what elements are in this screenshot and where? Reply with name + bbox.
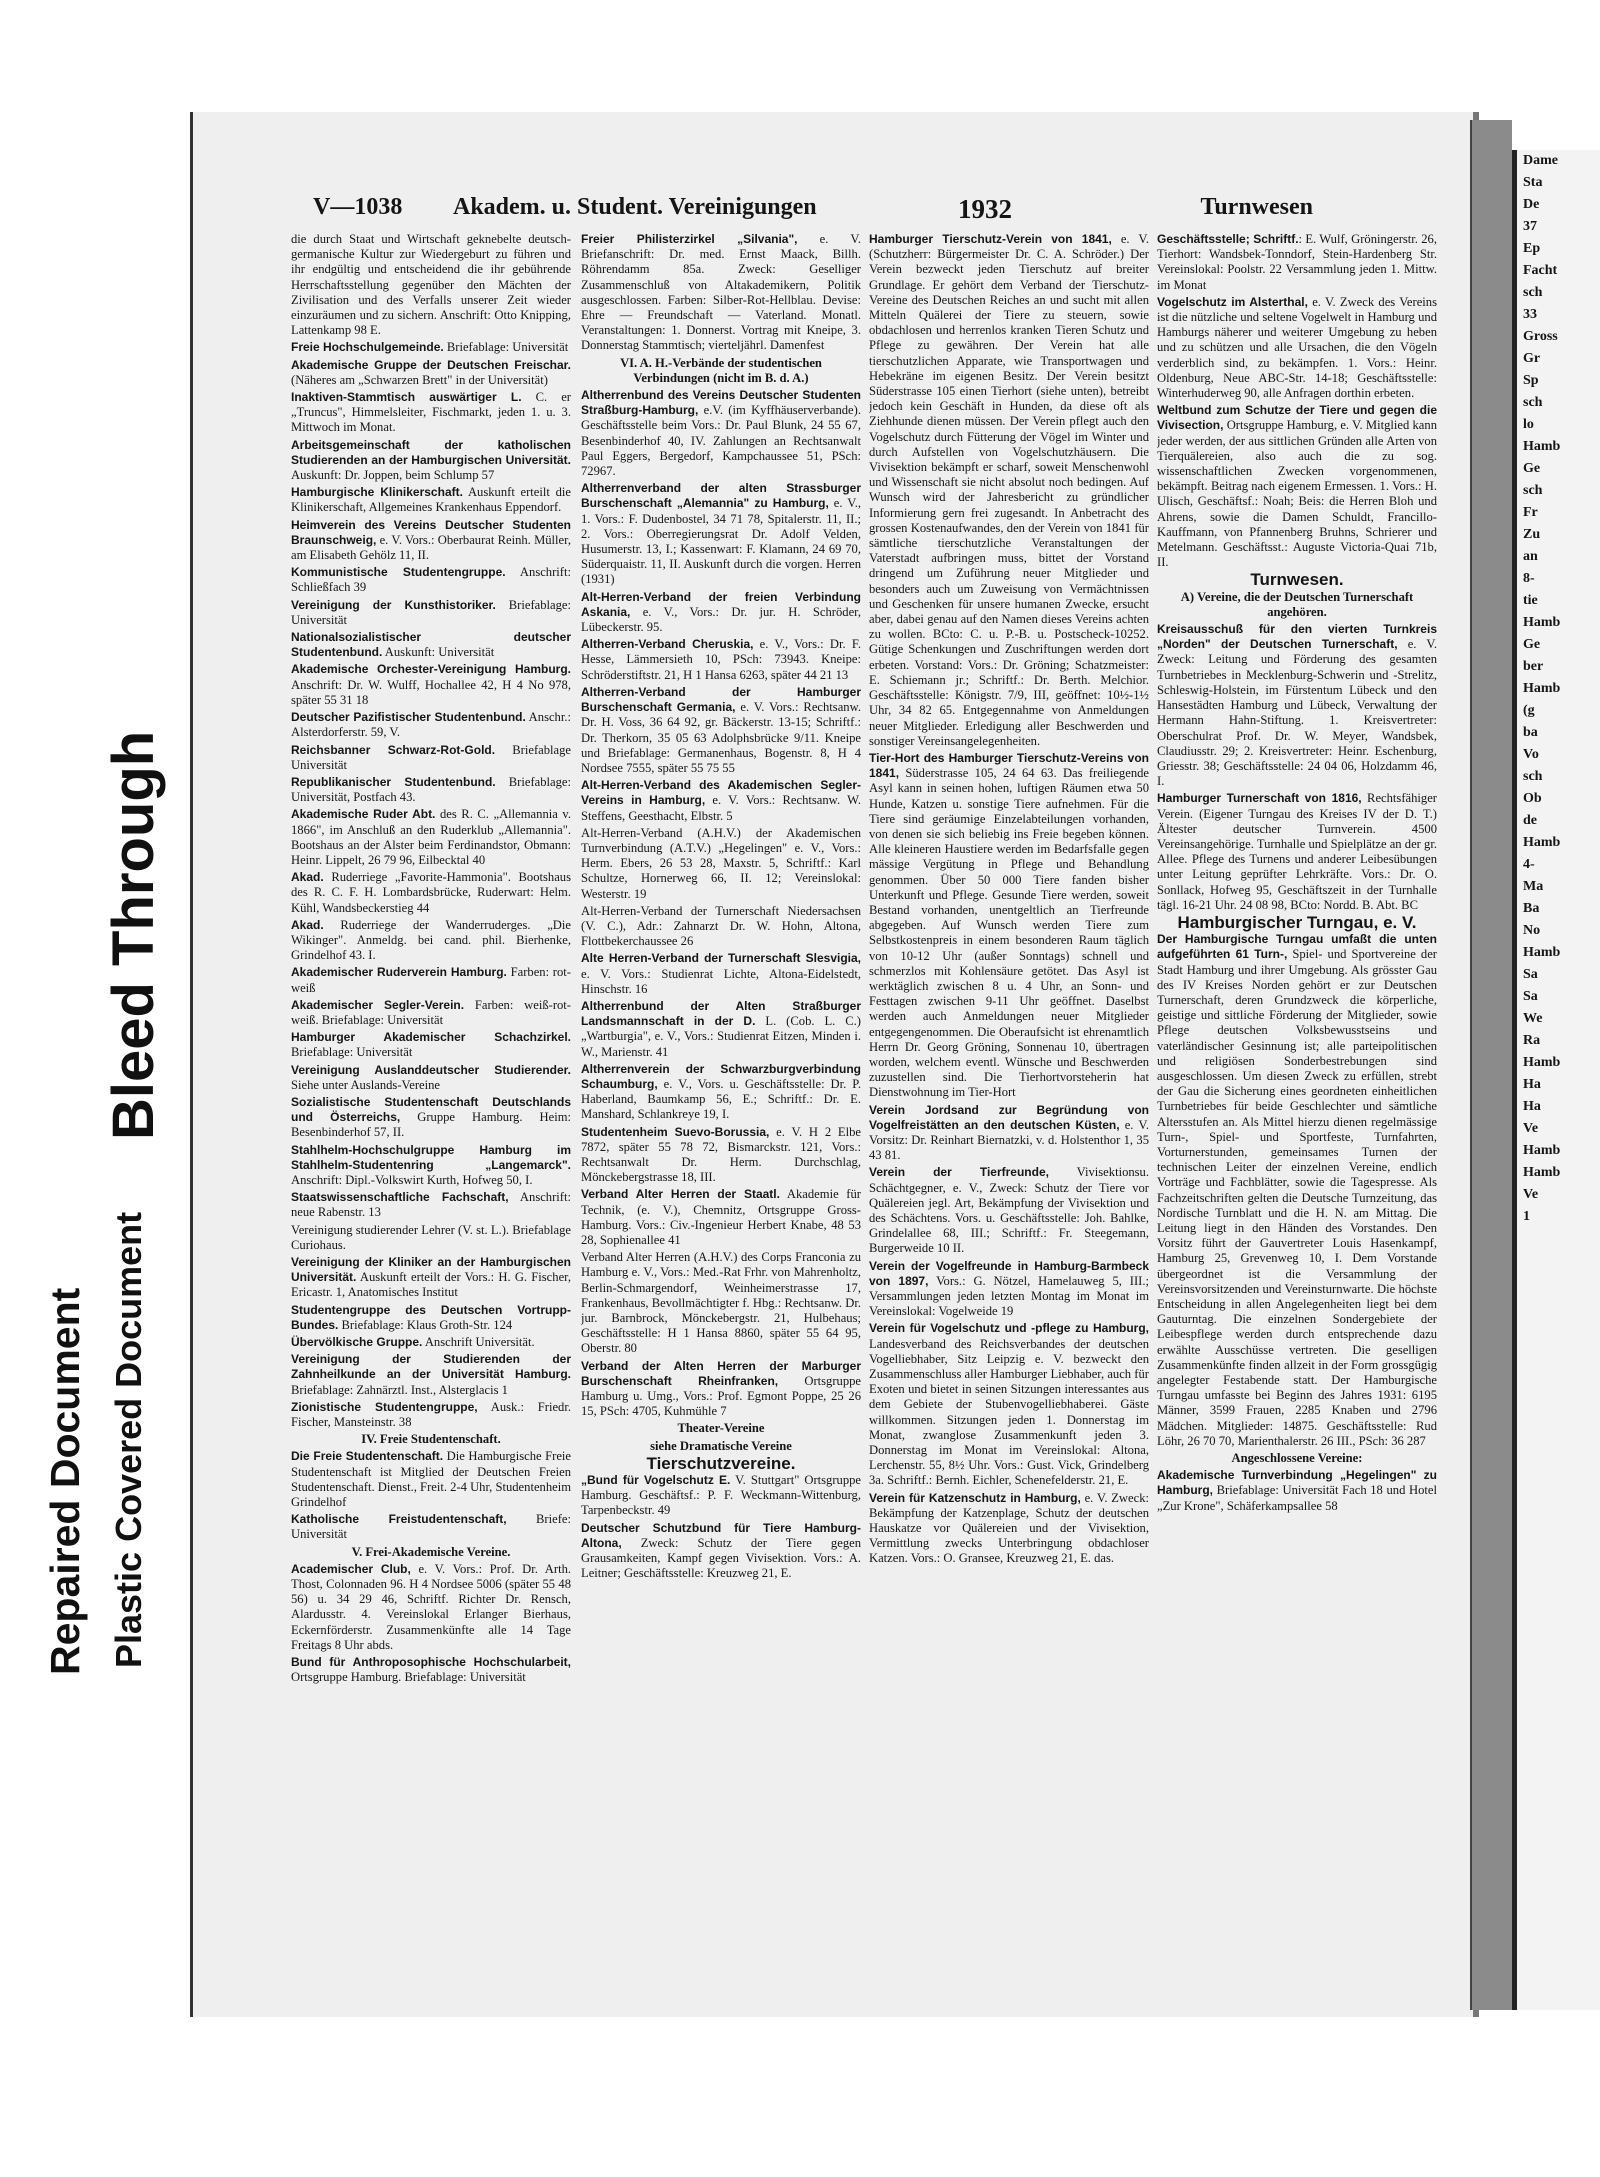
strip-fragment: Dame bbox=[1523, 153, 1558, 168]
col3-entry: Hamburger Tierschutz-Verein von 1841, e. V. (Schutzherr: Bürgermeister Dr. C. A. Schröder.) Der Verein bezweckt jeden Tierschutz auf breiter Grundlage. Er gehört dem Verband der Tierschutz-Vereine des Deutschen Reiches an und sucht mit allen Mitteln Quälerei der Tiere zu steuern, sowie obdachlosen und herrenlos kranken Tieren Schutz und Pflege zu gewähren. Der Verein hat alle tierschutzlichen Apparate, wie Transportwagen und Hebekräne im eigenen Besitz. Der Verein besitzt Süderstrasse 105 einen Tierhort (siehe unten), betreibt jedoch kein Geschäft in Hunden, da diese oft als Ziehhunde dienen müssen. Der Verein pflegt auch den Vogelschutz durch Fütterung der Vögel im Winter und durch Aufstellen von Vogelschutzhäusern. Die Vivisektion bekämpft er scharf, soweit Menschenwohl und Wissenschaft sie nicht absolut noch bedingen. Auf Wunsch wird der Jahresbericht zu gründlicher Informierung gern frei zugesandt. In Anbetracht des grossen Kostenaufwandes, den der Verein von 1841 für sämtliche tierschutzliche Veranstaltungen der Vaterstadt aufbringen muss, bittet der Vorstand dringend um Zuführung neuer Mitglieder und besonders auch um Zuweisung von Vermächtnissen und Geschenken für unsere humanen Zwecke, ersucht aber, dabei genau auf den Namen dieses Vereins achten zu wollen. BCto: C. u. P.-B. u. Postscheck-10252. Gütige Schenkungen und Zuschriftungen werden dort erbeten. Vorstand: Vors.: Dr. Gröning; Schatzmeister: E. Schiemann jr.; Schriftf.: Dr. Berth. Melchior. Geschäftsstelle: Königstr. 7/9, III, geöffnet: 10½-1½ Uhr, 34 82 65. Entgegennahme von Anmeldungen neuer Mitglieder. Erledigung aller Beschwerden und sonstiger Vereinsangelegenheiten. bbox=[869, 232, 1149, 748]
col1-entry-name: Vereinigung Auslanddeutscher Studierender. bbox=[291, 1062, 571, 1077]
strip-fragment: Ha bbox=[1523, 1099, 1541, 1114]
col1-entry-name: Akademischer Ruderverein Hamburg. bbox=[291, 965, 507, 980]
col1-entry: Deutscher Pazifistischer Studentenbund. Anschr.: Alsterdorferstr. 59, V. bbox=[291, 710, 571, 740]
col1-entry: Sozialistische Studentenschaft Deutschlands und Österreichs, Gruppe Hamburg. Heim: Besenbinderhof 57, II. bbox=[291, 1094, 571, 1140]
col1-entry: Akad. Ruderriege „Favorite-Hammonia". Bootshaus des R. C. F. H. Lombardsbrücke, Ruderwart: Helm. Kühl, Wandsbeckerstieg 44 bbox=[291, 870, 571, 915]
col1-entry: Akademische Orchester-Vereinigung Hamburg. Anschrift: Dr. W. Wulff, Hochallee 42, H 4 No 978, später 55 31 18 bbox=[291, 662, 571, 707]
col2-entry: Deutscher Schutzbund für Tiere Hamburg-Altona, Zweck: Schutz der Tiere gegen Grausamkeiten, Kampf gegen Vivisektion. Vors.: A. Leitner; Geschäftsstelle: Kreuzweg 21, E. bbox=[581, 1520, 861, 1581]
strip-fragment: 37 bbox=[1523, 219, 1537, 234]
col1-entry: IV. Freie Studentenschaft. bbox=[361, 1432, 501, 1447]
col4-entry-name: Geschäftsstelle; Schriftf. bbox=[1157, 232, 1299, 246]
col1-entry: Academischer Club, e. V. Vors.: Prof. Dr. Arth. Thost, Colonnaden 96. H 4 Nordsee 5006 (später 55 48 56) u. 34 29 46, Schriftf. Richter Dr. Rensch, Alardusstr. 4. Vereinslokal Erlanger Bierhaus, Eckernförderstr. Zusammenkünfte alle 14 Tage Freitags 8 Uhr abds. bbox=[291, 1561, 571, 1652]
col1-entry: die durch Staat und Wirtschaft geknebelte deutsch-germanische Kultur zur Wiedergeburt zu führen und ihr endgültig und entscheidend die ihr gebührende Herrschaftsstellung gegenüber den Mächten der Zivilisation und des Verfalls unserer Zeit wieder einzuräumen und zu sichern. Anschrift: Otto Knipping, Lattenkamp 98 E. bbox=[291, 232, 571, 338]
col1-entry-name: Bund für Anthroposophische Hochschularbeit, bbox=[291, 1655, 571, 1670]
col2-entry: VI. A. H.-Verbände der studentischen Verbindungen (nicht im B. d. A.) bbox=[620, 355, 822, 385]
col1-entry: Übervölkische Gruppe. Anschrift Universität. bbox=[291, 1335, 535, 1350]
col1-entry-name: Vereinigung der Kliniker an der Hamburgischen Universität. bbox=[291, 1255, 571, 1285]
header-section: Turnwesen bbox=[1200, 194, 1313, 220]
col4-entry-name: Der Hamburgische Turngau umfaßt die unten aufgeführten 61 Turn-, bbox=[1157, 932, 1437, 962]
col3-entry-name: Verein für Vogelschutz und -pflege zu Hamburg, bbox=[869, 1321, 1149, 1336]
strip-fragment: Hamb bbox=[1523, 681, 1561, 696]
col4-entry-name: Weltbund zum Schutze der Tiere und gegen die Vivisection, bbox=[1157, 403, 1437, 433]
col4-entry: Kreisausschuß für den vierten Turnkreis „Norden" der Deutschen Turnerschaft, e. V. Zweck: Leitung und Förderung des gesamten Turnbetriebes in Mecklenburg-Schwerin und -Strelitz, Schleswig-Holstein, im Fürstentum Lübeck und den Hansestädten Hamburg und Lübeck, Verwaltung der Hermann Hahn-Stiftung. 1. Kreisvertreter: Oberschulrat Prof. Dr. W. Meyer, Wandsbek, Claudiusstr. 29; 2. Kreisvertreter: Heinr. Eschenburg, Griesstr. 38; Geschäftsstelle: 24 04 06, Holzdamm 46, I. bbox=[1157, 622, 1437, 789]
col1-entry: Vereinigung der Kunsthistoriker. Briefablage: Universität bbox=[291, 597, 571, 627]
col1-entry-name: Akademische Ruder Abt. bbox=[291, 807, 436, 822]
strip-fragment: Hamb bbox=[1523, 1165, 1561, 1180]
strip-fragment: Ra bbox=[1523, 1033, 1541, 1048]
col2-entry: Verband Alter Herren (A.H.V.) des Corps Franconia zu Hamburg e. V., Vors.: Med.-Rat Frhr. von Mahrenholtz, Berlin-Schmargendorf, Weinheimerstrasse 17, Frankenhaus, Bevollmächtigter f. Hbg.: Rechtsanw. Dr. jur. Barnbrock, Mönckebergstr. 21, Hulbehaus; Geschäftsstelle: H 1 Hansa 8860, später 55 64 95, Oberstr. 80 bbox=[581, 1250, 861, 1356]
strip-fragment: Ha bbox=[1523, 1077, 1541, 1092]
strip-fragment: 8- bbox=[1523, 571, 1535, 586]
col1-entry: Hamburgische Klinikerschaft. Auskunft erteilt die Klinikerschaft, Allgemeines Krankenhaus Eppendorf. bbox=[291, 485, 571, 515]
col2-entry-name: Verband Alter Herren der Staatl. bbox=[581, 1187, 780, 1202]
strip-fragment: 33 bbox=[1523, 307, 1537, 322]
col3-entry: Verein für Katzenschutz in Hamburg, e. V. Zweck: Bekämpfung der Katzenplage, Schutz der deutschen Hauskatze vor Quälereien und der Vivisektion, Vermittlung zwecks Unterbringung obdachloser Katzen. Vors.: O. Gransee, Kreuzweg 21, E. das. bbox=[869, 1490, 1149, 1566]
strip-fragment: Hamb bbox=[1523, 1055, 1561, 1070]
col2-entry: Freier Philisterzirkel „Silvania", e. V. Briefanschrift: Dr. med. Ernst Maack, Billh. Röhrendamm 85a. Zweck: Geselliger Zusammenschluß von Altakademikern, Politik ausgeschlossen. Farben: Silber-Rot-Hellblau. Devise: Ehre — Freundschaft — Vaterland. Monatl. Veranstaltungen: 1. Donnerst. Vortrag mit Kneipe, 3. Donnerstag Stammtisch; vierteljährl. Damenfest bbox=[581, 232, 861, 353]
col1-entry-name: Akad. bbox=[291, 870, 324, 885]
col1-entry-name: Inaktiven-Stammtisch auswärtiger L. bbox=[291, 390, 522, 405]
col1-entry: Die Freie Studentenschaft. Die Hamburgische Freie Studentenschaft ist Mitglied der Deutschen Freien Studentenschaft. Dienst., Freit. 2-4 Uhr, Studentenheim Grindelhof bbox=[291, 1449, 571, 1510]
col2-entry: Altherren-Verband Cheruskia, e. V., Vors.: Dr. F. Hesse, Lämmersieth 10, PSch: 73943. Kneipe: Schröderstiftstr. 21, H 1 Hansa 6263, später 44 21 13 bbox=[581, 637, 861, 682]
strip-fragment: tie bbox=[1523, 593, 1538, 608]
col1-entry: Reichsbanner Schwarz-Rot-Gold. Briefablage Universität bbox=[291, 742, 571, 772]
column-4 bbox=[1157, 232, 1437, 1852]
strip-fragment: Hamb bbox=[1523, 1143, 1561, 1158]
col2-entry-name: „Bund für Vogelschutz E. bbox=[581, 1473, 731, 1488]
col1-entry: Inaktiven-Stammtisch auswärtiger L. C. er „Truncus", Himmelsleiter, Fischmarkt, jeden 1. u. 3. Mittwoch im Monat. bbox=[291, 390, 571, 435]
side-label-repaired: Repaired Document bbox=[42, 1287, 88, 1675]
col2-entry: Altherrenbund des Vereins Deutscher Studenten Straßburg-Hamburg, e.V. (im Kyffhäuserverbande). Geschäftsstelle beim Vors.: Dr. Paul Blunk, 24 55 67, Besenbinderhof 40, IV. Zahlungen an Rechtsanwalt Paul Eggers, Bergedorf, Kampchaussee 51, PSch: 72967. bbox=[581, 388, 861, 479]
col2-entry: Tierschutzvereine. bbox=[646, 1453, 796, 1473]
side-label-bleed: Bleed Through bbox=[101, 730, 166, 1140]
col1-entry-name: Katholische Freistudentenschaft, bbox=[291, 1512, 507, 1527]
col1-entry: Vereinigung der Studierenden der Zahnheilkunde an der Universität Hamburg. Briefablage: Zahnärztl. Inst., Alsterglacis 1 bbox=[291, 1352, 571, 1397]
col1-entry-name: Akademische Gruppe der Deutschen Freischar. bbox=[291, 357, 571, 372]
strip-fragment: Ge bbox=[1523, 637, 1541, 652]
col1-entry: Akademischer Ruderverein Hamburg. Farben: rot-weiß bbox=[291, 965, 571, 995]
strip-fragment: Ob bbox=[1523, 791, 1542, 806]
column-2 bbox=[581, 232, 861, 1852]
col2-entry: Alt-Herren-Verband der Turnerschaft Niedersachsen (V. C.), Adr.: Zahnarzt Dr. W. Hohn, Altona, Flottbekerchaussee 26 bbox=[581, 903, 861, 949]
strip-fragment: Zu bbox=[1523, 527, 1541, 542]
col1-entry-name: Kommunistische Studentengruppe. bbox=[291, 565, 506, 580]
strip-fragment: Facht bbox=[1523, 263, 1558, 278]
strip-fragment: We bbox=[1523, 1011, 1543, 1026]
col1-entry-name: Vereinigung der Kunsthistoriker. bbox=[291, 597, 496, 612]
col2-entry-name: Altherren-Verband der Hamburger Burschenschaft Germania, bbox=[581, 684, 861, 715]
col1-entry-name: Zionistische Studentengruppe, bbox=[291, 1399, 478, 1414]
col4-entry: Hamburgischer Turngau, e. V. bbox=[1177, 912, 1417, 932]
col1-entry: Staatswissenschaftliche Fachschaft, Anschrift: neue Rabenstr. 13 bbox=[291, 1190, 571, 1220]
col1-entry: Vereinigung studierender Lehrer (V. st. L.). Briefablage Curiohaus. bbox=[291, 1222, 571, 1252]
strip-fragment: Vo bbox=[1523, 747, 1539, 762]
col1-entry: Katholische Freistudentenschaft, Briefe: Universität bbox=[291, 1512, 571, 1542]
col1-entry: Zionistische Studentengruppe, Ausk.: Friedr. Fischer, Mansteinstr. 38 bbox=[291, 1399, 571, 1430]
strip-fragment: Ve bbox=[1523, 1121, 1539, 1136]
strip-fragment: ba bbox=[1523, 725, 1538, 740]
strip-fragment: Gr bbox=[1523, 351, 1541, 366]
col4-entry-name: Kreisausschuß für den vierten Turnkreis „Norden" der Deutschen Turnerschaft, bbox=[1157, 622, 1437, 652]
col4-entry-name: Akademische Turnverbindung „Hegelingen" zu Hamburg, bbox=[1157, 1468, 1437, 1498]
strip-fragment: Hamb bbox=[1523, 945, 1561, 960]
col1-entry-name: Republikanischer Studentenbund. bbox=[291, 774, 496, 789]
col4-entry: Geschäftsstelle; Schriftf.: E. Wulf, Gröningerstr. 26, Tierhort: Wandsbek-Tonndorf, Stein-Hardenberg Str. Vereinslokal: Poolstr. 22 Versammlung jeden 1. Mittw. im Monat bbox=[1157, 232, 1437, 292]
col3-entry-name: Tier-Hort des Hamburger Tierschutz-Vereins von 1841, bbox=[869, 750, 1149, 781]
col1-entry-name: Die Freie Studentenschaft. bbox=[291, 1449, 444, 1464]
col3-entry-name: Hamburger Tierschutz-Verein von 1841, bbox=[869, 232, 1112, 246]
col2-entry-name: Altherrenverein der Schwarzburgverbindung Schaumburg, bbox=[581, 1061, 861, 1091]
strip-fragment: de bbox=[1523, 813, 1537, 828]
col2-entry: Alt-Herren-Verband der freien Verbindung Askania, e. V., Vors.: Dr. jur. H. Schröder, Lübeckerstr. 95. bbox=[581, 589, 861, 635]
col1-entry-name: Studentengruppe des Deutschen Vortrupp-Bundes. bbox=[291, 1302, 571, 1332]
col1-entry-name: Akad. bbox=[291, 917, 324, 932]
col3-entry-name: Verein der Tierfreunde, bbox=[869, 1165, 1049, 1180]
strip-fragment: Ve bbox=[1523, 1187, 1539, 1202]
strip-fragment: Sp bbox=[1523, 373, 1539, 388]
col2-entry: „Bund für Vogelschutz E. V. Stuttgart" Ortsgruppe Hamburg. Geschäftsf.: P. F. Weckmann-Wittenburg, Tarpenbeckstr. 49 bbox=[581, 1473, 861, 1518]
col1-entry: V. Frei-Akademische Vereine. bbox=[351, 1544, 511, 1559]
col4-entry: Turnwesen. bbox=[1250, 570, 1344, 590]
col1-entry-name: Reichsbanner Schwarz-Rot-Gold. bbox=[291, 742, 496, 757]
col2-entry: Alte Herren-Verband der Turnerschaft Slesvigia, e. V. Vors.: Studienrat Lichte, Altona-Eidelstedt, Hinschstr. 16 bbox=[581, 951, 861, 996]
col1-entry-name: Staatswissenschaftliche Fachschaft, bbox=[291, 1190, 509, 1205]
strip-fragment: Ma bbox=[1523, 879, 1544, 894]
col2-entry-name: Altherrenverband der alten Strassburger Burschenschaft „Alemannia" zu Hamburg, bbox=[581, 481, 861, 511]
col2-entry: Altherrenbund der Alten Straßburger Landsmannschaft in der D. L. (Cob. L. C.) „Wartburgia", e. V., Vors.: Studienrat Eitzen, Minden i. W., Marienstr. 41 bbox=[581, 998, 861, 1059]
header-title: Akadem. u. Student. Vereinigungen bbox=[453, 194, 817, 220]
col1-entry: Arbeitsgemeinschaft der katholischen Studierenden an der Hamburgischen Universität. Auskunft: Dr. Joppen, beim Schlump 57 bbox=[291, 437, 571, 483]
strip-fragment: No bbox=[1523, 923, 1541, 938]
col4-entry: Der Hamburgische Turngau umfaßt die unten aufgeführten 61 Turn-, Spiel- und Sportvereine der Stadt Hamburg und ihrer Umgebung. Als grösster Gau des IV Kreises Norden gehört er zur Deutschen Turnerschaft, deren Grundzweck die körperliche, geistige und sittliche Förderung der Mitglieder, sowie Pflege deutschen Volksbewusstseins und vaterländischer Gesinnung ist; alle parteipolitischen und religiösen Sonderbestrebungen sind ausgeschlossen. Um diesen Zweck zu erfüllen, strebt der Gau die Sicherung eines geordneten einheitlichen Turnbetriebes für beide Geschlechter und sämtliche Altersstufen an. Als Mittel hierzu dienen regelmässige Turn-, Spiel- und Sportfeste, Turnfahrten, Vorturnerstunden, gemeinsames Turnen der technischen Leiter der einzelnen Vereine, endlich Vorträge und Fachblätter, sowie die Tagespresse. Als Fachzeitschriften gelten die Deutsche Turnzeitung, das Nordische Turnblatt und die H. N. am Mittag. Die Leitung liegt in den Händen des Vorstandes. Den Vorsitz führt der Gauvertreter Louis Hasenkampf, Hamburg 25, Grevenweg 10, I. Dem Vorstande übergeordnet ist die Versammlung der Vereinsvorsitzenden und Vereinsturnwarte. Die höchste Entscheidung in allen Angelegenheiten liegt bei dem Gauturntag. Die einzelnen Sondergebiete der Leibespflege werden durch entsprechende dazu erwählte Ausschüsse vertreten. Die geselligen Zusammenkünfte finden allzeit in der Form grossgügig angelegter Festabende statt. Der Hamburgische Turngau umfasste bei Beginn des Jahres 1931: 6195 Männer, 3599 Frauen, 2285 Knaben und 2796 Mädchen. Mitglieder: 14875. Geschäftsstelle: Rud Löhr, 26 70 70, Marienthalerstr. 26 III., PSch: 36 287 bbox=[1157, 932, 1437, 1448]
col1-entry-name: Academischer Club, bbox=[291, 1561, 411, 1576]
col1-entry-name: Hamburgische Klinikerschaft. bbox=[291, 485, 463, 500]
col3-entry-name: Verein für Katzenschutz in Hamburg, bbox=[869, 1490, 1081, 1505]
strip-fragment: Sa bbox=[1523, 989, 1538, 1004]
col2-entry-name: Altherren-Verband Cheruskia, bbox=[581, 637, 754, 652]
strip-fragment: 1 bbox=[1523, 1209, 1530, 1224]
header-year: 1932 bbox=[958, 194, 1012, 224]
col1-entry: Nationalsozialistischer deutscher Studentenbund. Auskunft: Universität bbox=[291, 630, 571, 660]
col1-entry-name: Akademischer Segler-Verein. bbox=[291, 997, 465, 1012]
col2-entry-name: Altherrenbund des Vereins Deutscher Studenten Straßburg-Hamburg, bbox=[581, 388, 861, 418]
col2-entry-name: Altherrenbund der Alten Straßburger Landsmannschaft in der D. bbox=[581, 998, 861, 1029]
col2-entry: Verband Alter Herren der Staatl. Akademie für Technik, (e. V.), Chemnitz, Ortsgruppe Gross-Hamburg. Vors.: Civ.-Ingenieur Herbert Knabe, 48 53 28, Sophienallee 41 bbox=[581, 1187, 861, 1247]
column-1 bbox=[291, 232, 571, 1852]
strip-fragment: Ba bbox=[1523, 901, 1540, 916]
strip-fragment: sch bbox=[1523, 285, 1543, 300]
header-page-number: V—1038 bbox=[313, 194, 403, 220]
col2-entry-name: Alte Herren-Verband der Turnerschaft Slesvigia, bbox=[581, 951, 861, 966]
col3-entry: Verein der Tierfreunde, Vivisektionsu. Schächtgegner, e. V., Zweck: Schutz der Tiere vor Quälereien jegl. Art, Bekämpfung der Vivisektion und des Schächtens. Vors. u. Geschäftsstelle: Joh. Bahlke, Grindelallee 68, III.; Schriftf.: Fr. Steegemann, Burgerweide 10 II. bbox=[869, 1165, 1149, 1256]
col1-entry-name: Hamburger Akademischer Schachzirkel. bbox=[291, 1030, 571, 1045]
col4-entry-name: Vogelschutz im Alsterthal, bbox=[1157, 294, 1308, 309]
col1-entry-name: Arbeitsgemeinschaft der katholischen Studierenden an der Hamburgischen Universität. bbox=[291, 437, 571, 467]
col1-entry: Kommunistische Studentengruppe. Anschrift: Schließfach 39 bbox=[291, 565, 571, 595]
text-columns bbox=[291, 232, 1437, 1852]
col3-entry: Verein für Vogelschutz und -pflege zu Hamburg, Landesverband des Reichsverbandes der deutschen Vogelliebhaber, Sitz Leipzig e. V. bezweckt den Zusammenschluss aller Hamburger Liebhaber, auch für Exoten und bietet in seinen Sitzungen interessantes aus dem Gebiete der Stubenvogelliebhaberei. Gäste willkommen. Sitzungen jeden 1. Donnerstag im Monat, zwanglose Zusammenkunft jeden 3. Donnerstag im Monat im Vereinslokal: Altona, Lerchenstr. 55, 8½ Uhr. Vors.: Gust. Vick, Grindelberg 3a. Schriftf.: Bernh. Eichler, Schenefelderstr. 21, E. bbox=[869, 1321, 1149, 1488]
col4-entry: Vogelschutz im Alsterthal, e. V. Zweck des Vereins ist die nützliche und seltene Vogelwelt in Hamburg und Hamburgs näherer und weiterer Umgebung zu heben und zu schützen und alle Ursachen, die den Vögeln verderblich sind, zu bekämpfen. 1. Vors.: Heinr. Oldenburg, Neue ABC-Str. 14-18; Geschäftsstelle: Winterhuderweg 90, alle Anfragen dorthin erbeten. bbox=[1157, 294, 1437, 401]
col4-entry-name: Hamburger Turnerschaft von 1816, bbox=[1157, 791, 1362, 806]
strip-fragment: Ge bbox=[1523, 461, 1541, 476]
col2-entry-name: Alt-Herren-Verband des Akademischen Segler-Vereins in Hamburg, bbox=[581, 778, 861, 808]
col1-entry-name: Akademische Orchester-Vereinigung Hamburg. bbox=[291, 662, 571, 677]
col1-entry: Freie Hochschulgemeinde. Briefablage: Universität bbox=[291, 340, 569, 355]
strip-fragment: sch bbox=[1523, 769, 1543, 784]
col2-entry: Altherrenverein der Schwarzburgverbindung Schaumburg, e. V., Vors. u. Geschäftsstelle: Dr. P. Haberland, Baumkamp 56, E.; Schriftf.: Dr. E. Manshard, Schlankreye 19, I. bbox=[581, 1061, 861, 1122]
col1-entry-name: Deutscher Pazifistischer Studentenbund. bbox=[291, 710, 526, 725]
col2-entry-name: Deutscher Schutzbund für Tiere Hamburg-Altona, bbox=[581, 1520, 861, 1550]
col3-entry-name: Verein der Vogelfreunde in Hamburg-Barmbeck von 1897, bbox=[869, 1258, 1149, 1288]
strip-fragment: sch bbox=[1523, 483, 1543, 498]
col1-entry: Vereinigung der Kliniker an der Hamburgischen Universität. Auskunft erteilt der Vors.: H. G. Fischer, Ericastr. 1, Anatomisches Institut bbox=[291, 1255, 571, 1300]
col2-entry: Studentenheim Suevo-Borussia, e. V. H 2 Elbe 7872, später 55 78 72, Bismarckstr. 121, Vors.: Rechtsanwalt Dr. Herm. Durchschlag, Mönckebergstrasse 18, III. bbox=[581, 1124, 861, 1185]
col1-entry-name: Sozialistische Studentenschaft Deutschlands und Österreichs, bbox=[291, 1094, 571, 1125]
side-label-plastic: Plastic Covered Document bbox=[108, 1211, 149, 1668]
col3-entry: Verein Jordsand zur Begründung von Vogelfreistätten an den deutschen Küsten, e. V. Vorsitz: Dr. Reinhart Biernatzki, v. d. Holstenthor 1, 35 43 81. bbox=[869, 1102, 1149, 1163]
col3-entry: Verein der Vogelfreunde in Hamburg-Barmbeck von 1897, Vors.: G. Nötzel, Hamelauweg 5, III.; Versammlungen jeden letzten Montag im Monat im Vereinslokal: Vogelweide 19 bbox=[869, 1258, 1149, 1319]
strip-fragment: Ep bbox=[1523, 241, 1541, 256]
col3-entry: Tier-Hort des Hamburger Tierschutz-Vereins von 1841, Süderstrasse 105, 24 64 63. Das freiliegende Asyl kann in seinen hohen, luftigen Räumen etwa 50 Hunde, Katzen u. sonstige Tiere aufnehmen. Für die Tiere sind geräumige Einzelabteilungen vorhanden, von denen sie sich beliebig ins Freie begeben können. Alle kleineren Haustiere werden im Bedarfsfalle gegen mässige Vergütung in Pflege und Behandlung genommen. Über 50 000 Tiere fanden bisher Unterkunft und Pflege. Gesunde Tiere werden, soweit Bestand vorhanden, unentgeltlich an Tierfreunde abgegeben. Auf Wunsch werden Tiere zum Selbstkostenpreis in einem besonderen Raum täglich von 10-12 Uhr (außer Sonntags) schnell und schmerzlos mit Kohlensäure getötet. Das Asyl ist werktäglich zwischen 8 u. 4 Uhr, an Sonn- und Festtagen zwischen 9-11 Uhr geöffnet. Daselbst werden auch Anmeldungen neuer Mitglieder entgegengenommen. Die Oberaufsicht ist ehrenamtlich Herrn Dr. Georg Gröning, Sonnenau 10, übertragen worden, welchem eventl. Wünsche und Beschwerden zuzustellen sind. Die Tierhortvorsteherin hat Dienstwohnung im Tier-Hort bbox=[869, 750, 1149, 1100]
col2-entry: siehe Dramatische Vereine bbox=[650, 1438, 792, 1453]
col2-entry: Verband der Alten Herren der Marburger Burschenschaft Rheinfranken, Ortsgruppe Hamburg u. Umg., Vors.: Prof. Egmont Poppe, 25 26 15, PSch: 4705, Kuhmühle 7 bbox=[581, 1358, 861, 1419]
page-edge bbox=[1470, 120, 1512, 2010]
col2-entry: Altherren-Verband der Hamburger Burschenschaft Germania, e. V. Vors.: Rechtsanw. Dr. H. Voss, 36 64 92, gr. Bäckerstr. 13-15; Schriftf.: Dr. Therkorn, 35 05 63 Adolphsbrücke 9/11. Kneipe und Briefablage: Germanenhaus, Bogenstr. 8, H 4 Nordsee 7555, später 55 75 55 bbox=[581, 684, 861, 775]
col2-entry: Alt-Herren-Verband des Akademischen Segler-Vereins in Hamburg, e. V. Vors.: Rechtsanw. W. Steffens, Geesthacht, Elbstr. 5 bbox=[581, 778, 861, 823]
col2-entry-name: Freier Philisterzirkel „Silvania", bbox=[581, 232, 798, 246]
strip-fragment: an bbox=[1523, 549, 1538, 564]
column-3 bbox=[869, 232, 1149, 1852]
col1-entry-name: Nationalsozialistischer deutscher Studentenbund. bbox=[291, 630, 571, 660]
strip-fragment: Sa bbox=[1523, 967, 1538, 982]
col1-entry: Akademische Ruder Abt. des R. C. „Allemannia v. 1866", im Anschluß an den Ruderklub „Allemannia". Bootshaus an der Alster beim Ferdinandstor, Obmann: Heinr. Lippelt, 26 79 96, Eilbecktal 40 bbox=[291, 807, 571, 867]
strip-fragment: lo bbox=[1523, 417, 1534, 432]
col1-entry: Hamburger Akademischer Schachzirkel. Briefablage: Universität bbox=[291, 1030, 571, 1060]
strip-fragment: De bbox=[1523, 197, 1540, 212]
scanned-page bbox=[190, 112, 1473, 2017]
col1-entry-name: Heimverein des Vereins Deutscher Studenten Braunschweig, bbox=[291, 517, 571, 547]
strip-fragment: (g bbox=[1523, 703, 1535, 718]
col1-entry: Heimverein des Vereins Deutscher Studenten Braunschweig, e. V. Vors.: Oberbaurat Reinh. Müller, am Elisabeth Gehölz 11, II. bbox=[291, 517, 571, 563]
col4-entry: Akademische Turnverbindung „Hegelingen" zu Hamburg, Briefablage: Universität Fach 18 und Hotel „Zur Krone", Schäferkampsallee 58 bbox=[1157, 1468, 1437, 1513]
col2-entry: Alt-Herren-Verband (A.H.V.) der Akademischen Turnverbindung (A.T.V.) „Hegelingen" e. V., Vors.: Herm. Ebers, 26 53 28, Maxstr. 5, Schriftf.: Karl Schultze, Hornerweg 66, II. 12; Vereinslokal: Westerstr. 19 bbox=[581, 825, 861, 901]
page-header bbox=[313, 186, 1433, 232]
strip-fragment: Hamb bbox=[1523, 439, 1561, 454]
col1-entry: Akademische Gruppe der Deutschen Freischar. (Näheres am „Schwarzen Brett" in der Universität) bbox=[291, 357, 571, 387]
col4-entry: Angeschlossene Vereine: bbox=[1231, 1451, 1363, 1466]
col1-entry-name: Übervölkische Gruppe. bbox=[291, 1335, 423, 1350]
col1-entry-name: Freie Hochschulgemeinde. bbox=[291, 340, 444, 355]
strip-fragment: sch bbox=[1523, 395, 1543, 410]
strip-fragment: Gross bbox=[1523, 329, 1558, 344]
col1-entry: Akad. Ruderriege der Wanderruderges. „Die Wikinger". Anmeldg. bei cand. phil. Bierhenke, Grindelhof 43. I. bbox=[291, 917, 571, 963]
strip-fragment: Fr bbox=[1523, 505, 1538, 520]
col1-entry: Akademischer Segler-Verein. Farben: weiß-rot-weiß. Briefablage: Universität bbox=[291, 997, 571, 1027]
strip-fragment: ber bbox=[1523, 659, 1544, 674]
col1-entry: Republikanischer Studentenbund. Briefablage: Universität, Postfach 43. bbox=[291, 774, 571, 805]
col3-entry-name: Verein Jordsand zur Begründung von Vogelfreistätten an den deutschen Küsten, bbox=[869, 1102, 1149, 1132]
col2-entry-name: Verband der Alten Herren der Marburger Burschenschaft Rheinfranken, bbox=[581, 1358, 861, 1388]
strip-fragment: Hamb bbox=[1523, 615, 1561, 630]
col1-entry: Vereinigung Auslanddeutscher Studierender. Siehe unter Auslands-Vereine bbox=[291, 1062, 571, 1092]
col4-entry: Weltbund zum Schutze der Tiere und gegen die Vivisection, Ortsgruppe Hamburg, e. V. Mitglied kann jeder werden, der aus sittlichen Gründen alle Arten von Tierquälereien, also auch die zu sog. wissenschaftlichen Zwecken vorgenommenen, bekämpft. Beitrag nach eigenem Ermessen. 1. Vors.: H. Ulisch, Geschäftsf.: Noah; Beis: die Herren Bloh und Ahrens, sowie die Damen Schuldt, Francillo-Kauffmann, von Pfannenberg Bruhns, Schrierer und Metelmann. Geschäftsst.: Auguste Victoria-Quai 71b, II. bbox=[1157, 403, 1437, 570]
strip-fragment: 4- bbox=[1523, 857, 1535, 872]
next-page-strip bbox=[1512, 150, 1600, 2010]
col1-entry: Studentengruppe des Deutschen Vortrupp-Bundes. Briefablage: Klaus Groth-Str. 124 bbox=[291, 1302, 571, 1332]
col2-entry: Theater-Vereine bbox=[677, 1421, 765, 1436]
col2-entry-name: Studentenheim Suevo-Borussia, bbox=[581, 1124, 770, 1139]
col1-entry-name: Stahlhelm-Hochschulgruppe Hamburg im Stahlhelm-Studentenring „Langemarck". bbox=[291, 1142, 571, 1172]
col1-entry: Stahlhelm-Hochschulgruppe Hamburg im Stahlhelm-Studentenring „Langemarck". Anschrift: Dipl.-Volkswirt Kurth, Hofweg 50, I. bbox=[291, 1142, 571, 1187]
col2-entry-name: Alt-Herren-Verband der freien Verbindung Askania, bbox=[581, 589, 861, 619]
col2-entry: Altherrenverband der alten Strassburger Burschenschaft „Alemannia" zu Hamburg, e. V., 1. Vors.: F. Dudenbostel, 34 71 78, Spitalerstr. 11, II.; 2. Vors.: Oberregierungsrat Dr. Adolf Velden, Husumerstr. 13, I.; Kassenwart: F. Klamann, 24 69 70, Süderquaistr. 11, II. Auskunft durch die vorgen. Herren (1931) bbox=[581, 481, 861, 587]
strip-fragment: Sta bbox=[1523, 175, 1543, 190]
strip-fragment: Hamb bbox=[1523, 835, 1561, 850]
col1-entry-name: Vereinigung der Studierenden der Zahnheilkunde an der Universität Hamburg. bbox=[291, 1352, 571, 1382]
col4-entry: Hamburger Turnerschaft von 1816, Rechtsfähiger Verein. (Eigener Turngau des Kreises IV der D. T.) Ältester deutscher Turnverein. 4500 Vereinsangehörige. Turnhalle und Spielplätze an der gr. Allee. Pflege des Turnens und anderer Leibesübungen unter Leitung geprüfter Lehrkräfte. Vors.: Dr. O. Sonllack, Hofweg 95, Geschäftszeit in der Turnhalle tägl. 16-21 Uhr. 24 08 98, BCto: Nordd. B. Abt. BC bbox=[1157, 791, 1437, 912]
col4-entry: A) Vereine, die der Deutschen Turnerschaft angehören. bbox=[1180, 589, 1414, 619]
col1-entry: Bund für Anthroposophische Hochschularbeit, Ortsgruppe Hamburg. Briefablage: Universität bbox=[291, 1655, 571, 1685]
